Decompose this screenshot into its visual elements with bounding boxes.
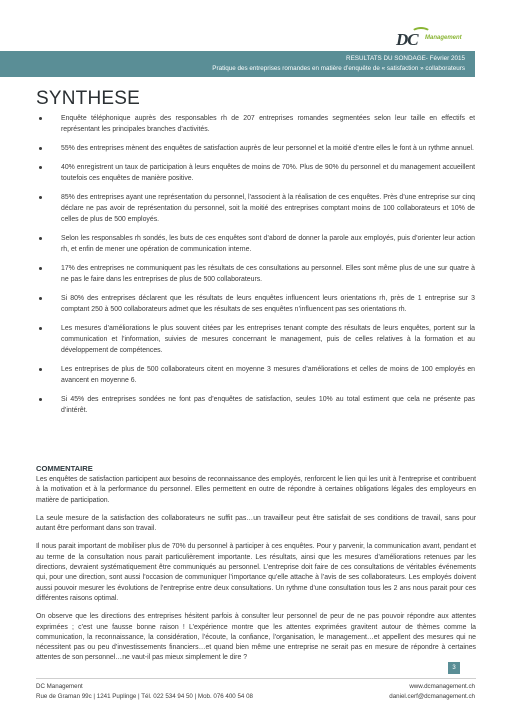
- bullet-icon: [39, 237, 42, 240]
- list-item: 40% enregistrent un taux de participation à leurs enquêtes de moins de 70%. Plus de 90% du personnel et du management accueillent toutefois ces enquêtes de manière positive.: [39, 162, 475, 184]
- logo-subtext: Management: [425, 35, 462, 41]
- bullet-icon: [39, 117, 42, 120]
- bullet-icon: [39, 267, 42, 270]
- bullet-icon: [39, 166, 42, 169]
- list-item: Si 80% des entreprises déclarent que les résultats de leurs enquêtes influencent leurs orientations rh, près de 1 entreprise sur 3 comptant 250 à 500 collaborateurs admet que les résultats de ses enquêtes n’influencent pas ses orientations rh.: [39, 293, 475, 315]
- bullet-icon: [39, 327, 42, 330]
- synthesis-list: [39, 113, 475, 424]
- header-survey-title: RESULTATS DU SONDAGE- Février 2015: [346, 55, 465, 62]
- bullet-icon: [39, 398, 42, 401]
- bullet-icon: [39, 297, 42, 300]
- list-item: Les mesures d’améliorations le plus souvent citées par les entreprises tenant compte des résultats de leurs enquêtes, portent sur la communication et l’information, suivies de mesures concernant le management, puis de celles relatives à la formation et au développement de compétences.: [39, 323, 475, 356]
- footer-website-link[interactable]: www.dcmanagement.ch: [409, 683, 475, 690]
- paragraph: Il nous parait important de mobiliser plus de 70% du personnel à participer à ces enquêtes. Pour y parvenir, la communication avant, pendant et au terme de la consultation nous parait particulièrement importante. Les résultats, ainsi que les mesures d’améliorations retenues par les directions, devraient systématiquement être communiqués au personnel. L’entreprise doit faire de ces consultations de véritables événements qui, pour une direction, sont aussi l’occasion de communiquer l’importance qu’elle attache à l’avis de ses collaborateurs. Les employés doivent aussi pouvoir mesurer les évolutions de l’entreprise entre deux consultations. Un rythme d’une consultation tous les 2 ans nous parait pour ces différentes raisons optimal.: [36, 543, 476, 602]
- list-item: 85% des entreprises ayant une représentation du personnel, l’associent à la réalisation de ces enquêtes. Près d’une entreprise sur cinq déclare ne pas avoir de représentation du personnel, soit la moitié des entreprises comptant moins de 100 collaborateurs et 10% de celles de plus de 500 employés.: [39, 192, 475, 225]
- header-band: [0, 51, 475, 77]
- logo-text: DC: [396, 30, 418, 49]
- footer-divider: [36, 678, 476, 679]
- paragraph: Les enquêtes de satisfaction participent aux besoins de reconnaissance des employés, renforcent le lien qui les unit à l’entreprise et contribuent à la motivation et à la performance du personnel. Elles permettent en outre de répondre à certaines obligations légales des employeurs en matière de participation.: [36, 476, 476, 504]
- list-item: Selon les responsables rh sondés, les buts de ces enquêtes sont d’abord de donner la parole aux employés, puis d’orienter leur action rh, et enfin de mener une opération de communication interne.: [39, 233, 475, 255]
- commentary-body: [36, 475, 476, 672]
- paragraph: On observe que les directions des entreprises hésitent parfois à consulter leur personnel de peur de ne pas pouvoir répondre aux attentes exprimées ; c’est une fausse bonne raison ! L’expérience montre que les attentes exprimées gravitent autour de thèmes comme la communication, la reconnaissance, la considération, l’écoute, la confiance, l’organisation, le management…et appellent des mesures qui ne nécessitent pas ou peu d’investissements financiers…et quand bien même une entreprise ne serait pas en mesure de répondre à certaines attentes de son personnel…ne vaut-il pas mieux simplement le dire ?: [36, 613, 476, 662]
- section-heading: COMMENTAIRE: [36, 464, 93, 473]
- list-item: Enquête téléphonique auprès des responsables rh de 207 entreprises romandes segmentées selon leur taille en effectifs et représentant les principales branches d’activités.: [39, 113, 475, 135]
- footer-email-link[interactable]: daniel.cerf@dcmanagement.ch: [389, 693, 475, 700]
- bullet-icon: [39, 196, 42, 199]
- bullet-icon: [39, 368, 42, 371]
- footer-company: DC Management: [36, 683, 83, 690]
- list-item: 55% des entreprises mènent des enquêtes de satisfaction auprès de leur personnel et la moitié d’entre elles le font à un rythme annuel.: [39, 143, 475, 154]
- bullet-icon: [39, 147, 42, 150]
- header-survey-subtitle: Pratique des entreprises romandes en matière d’enquête de « satisfaction » collaborateurs: [212, 65, 465, 72]
- company-logo: [396, 26, 468, 50]
- list-item: Si 45% des entreprises sondées ne font pas d’enquêtes de satisfaction, seules 10% au total estiment que cela ne présente pas d’intérêt.: [39, 394, 475, 416]
- list-item: 17% des entreprises ne communiquent pas les résultats de ces consultations au personnel. Elles sont même plus de une sur quatre à ne pas le faire dans les entreprises de plus de 500 collaborateurs.: [39, 263, 475, 285]
- list-item: Les entreprises de plus de 500 collaborateurs citent en moyenne 3 mesures d’améliorations et celles de moins de 100 employés en avancent en moyenne 6.: [39, 364, 475, 386]
- paragraph: La seule mesure de la satisfaction des collaborateurs ne suffit pas…un travailleur peut être satisfait de ses conditions de travail, sans pour autant être performant dans son travail.: [36, 514, 476, 533]
- page-number: 3: [448, 662, 460, 674]
- footer-address: Rue de Graman 99c | 1241 Puplinge | Tél. 022 534 94 50 | Mob. 076 400 54 08: [36, 693, 253, 700]
- page-title: SYNTHESE: [36, 88, 141, 109]
